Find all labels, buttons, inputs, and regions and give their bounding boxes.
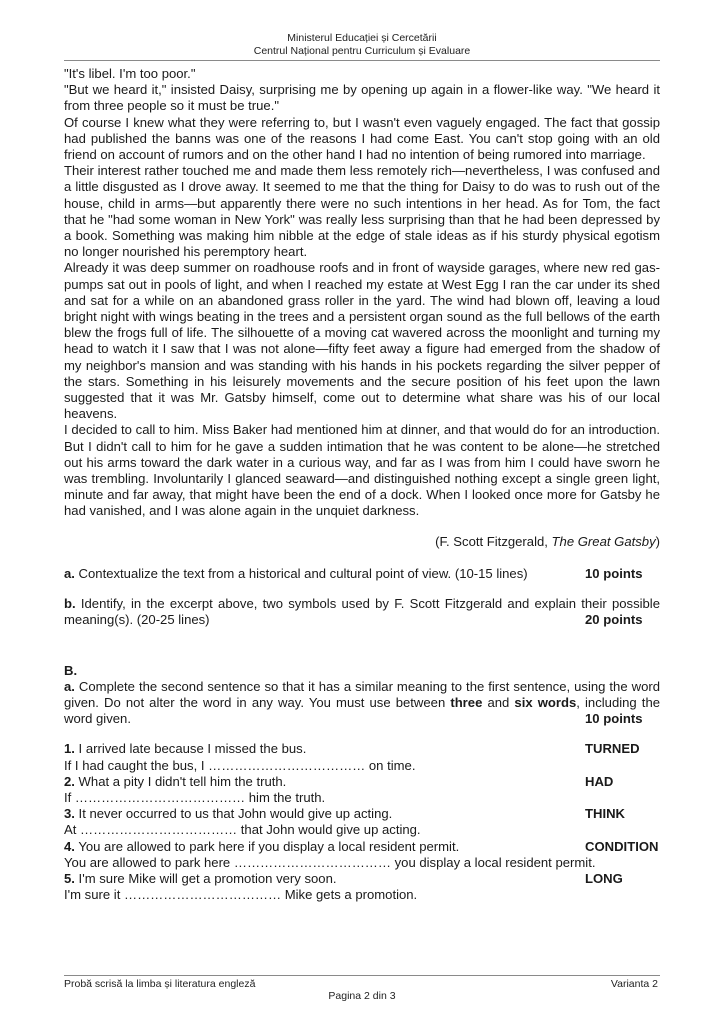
item-rewrite: If I had caught the bus, I ……………………………… on time. xyxy=(64,757,416,773)
list-item xyxy=(64,871,660,903)
item-number: 3. xyxy=(64,806,75,822)
instructions-text: and xyxy=(482,694,515,710)
question-a xyxy=(64,566,660,582)
item-keyword: LONG xyxy=(585,870,623,886)
footer-exam-title: Probă scrisă la limba și literatura engleză xyxy=(64,978,256,990)
question-b-label: b. xyxy=(64,596,76,612)
question-a-points: 10 points xyxy=(585,565,643,581)
ministry-name: Ministerul Educației și Cercetării xyxy=(287,32,437,44)
item-rewrite: I'm sure it ……………………………… Mike gets a promotion. xyxy=(64,887,418,903)
question-b-points: 20 points xyxy=(585,612,643,628)
item-keyword: THINK xyxy=(585,806,626,822)
citation-author: (F. Scott Fitzgerald, xyxy=(435,533,552,549)
footer-variant: Varianta 2 xyxy=(610,978,658,990)
item-number: 2. xyxy=(64,773,75,789)
page-number: Pagina 2 din 3 xyxy=(328,990,396,1002)
item-rewrite: If ………………………………… him the truth. xyxy=(64,789,326,805)
item-number: 1. xyxy=(64,741,75,757)
citation-title: The Great Gatsby xyxy=(551,533,656,549)
instructions-text: , including the word given. xyxy=(64,694,661,727)
item-keyword: HAD xyxy=(585,773,614,789)
passage-paragraph: Already it was deep summer on roadhouse roofs and in front of wayside garages, where new red gas-pumps sat out in pools of light, and when I reached my estate at West Egg I ran the car under its shed and sat for a while on an abandoned grass roller in the yard. The wind had blown off, leaving a loud bright night with wings beating in the trees and a persistent organ sound as the full bellows of the earth blew the frogs full of life. The silhouette of a moving cat wavered across the moonlight and turning my head to watch it I saw that I was not alone—fifty feet away a figure had emerged from the shadow of my neighbor's mansion and was standing with his hands in his pockets regarding the silver pepper of the stars. Something in his leisurely movements and the secure position of his feet upon the lawn suggested that it was Mr. Gatsby himself, come out to determine what share was his of our local heavens. xyxy=(64,260,660,422)
item-rewrite: You are allowed to park here ……………………………… you display a local resident permit. xyxy=(64,854,596,870)
passage-paragraph: I decided to call to him. Miss Baker had mentioned him at dinner, and that would do for an introduction. But I didn't call to him for he gave a sudden intimation that he was content to be alone—he stretched out his arms toward the dark water in a curious way, and far as I was from him I could have sworn he was trembling. Involuntarily I glanced seaward—and distinguished nothing except a single green light, minute and far away, that might have been the end of a dock. When I looked once more for Gatsby he had vanished, and I was alone again in the unquiet darkness. xyxy=(64,422,660,519)
item-sentence: I'm sure Mike will get a promotion very soon. xyxy=(74,870,337,886)
header-divider xyxy=(64,60,660,61)
instructions-label: a. xyxy=(64,678,75,694)
list-item xyxy=(64,741,660,773)
passage-paragraph: "But we heard it," insisted Daisy, surprising me by opening up again in a flower-like way. "We heard it from three people so it must be true." xyxy=(64,82,660,114)
citation xyxy=(64,534,660,550)
passage-paragraph: Of course I knew what they were referring to, but I wasn't even vaguely engaged. The fact that gossip had published the banns was one of the reasons I had come East. You can't stop going with an old friend on account of rumors and on the other hand I had no intention of being rumored into marriage. xyxy=(64,114,660,163)
list-item xyxy=(64,806,660,838)
item-sentence: What a pity I didn't tell him the truth. xyxy=(74,773,287,789)
footer-divider xyxy=(64,975,660,976)
question-a-text: Contextualize the text from a historical and cultural point of view. (10-15 lines) xyxy=(74,565,528,581)
section-b-title: B. xyxy=(64,662,78,678)
instructions-text: Complete the second sentence so that it has a similar meaning to the first sentence, using the word given. Do not alter the word in any way. You must use between xyxy=(64,678,660,710)
center-name: Centrul Național pentru Curriculum și Evaluare xyxy=(253,45,471,57)
item-number: 4. xyxy=(64,838,75,854)
instructions-emphasis: three xyxy=(450,694,483,710)
page-content xyxy=(64,66,660,903)
item-rewrite: At ……………………………… that John would give up acting. xyxy=(64,822,421,838)
transformation-list xyxy=(64,741,660,903)
citation-close: ) xyxy=(655,533,660,549)
item-sentence: You are allowed to park here if you display a local resident permit. xyxy=(74,838,460,854)
list-item xyxy=(64,774,660,806)
passage xyxy=(64,66,660,550)
item-number: 5. xyxy=(64,870,75,886)
question-b xyxy=(64,596,660,628)
list-item xyxy=(64,839,660,871)
item-keyword: TURNED xyxy=(585,741,640,757)
question-a-label: a. xyxy=(64,565,75,581)
passage-paragraph: Their interest rather touched me and made them less remotely rich—nevertheless, I was confused and a little disgusted as I drove away. It seemed to me that the thing for Daisy to do was to rush out of the house, child in arms—but apparently there were no such intentions in her head. As for Tom, the fact that he "had some woman in New York" was really less surprising than that he had been depressed by a book. Something was making him nibble at the edge of stale ideas as if his sturdy physical egotism no longer nourished his peremptory heart. xyxy=(64,163,660,260)
section-b-points: 10 points xyxy=(585,711,643,727)
passage-paragraph: "It's libel. I'm too poor." xyxy=(64,66,196,81)
item-keyword: CONDITION xyxy=(585,838,659,854)
question-b-text: Identify, in the excerpt above, two symbols used by F. Scott Fitzgerald and explain their possible meaning(s). (20-25 lines) xyxy=(64,596,660,628)
instructions-emphasis: six words xyxy=(514,694,577,710)
page-header xyxy=(0,32,724,58)
item-sentence: It never occurred to us that John would give up acting. xyxy=(74,806,393,822)
item-sentence: I arrived late because I missed the bus. xyxy=(74,741,307,757)
